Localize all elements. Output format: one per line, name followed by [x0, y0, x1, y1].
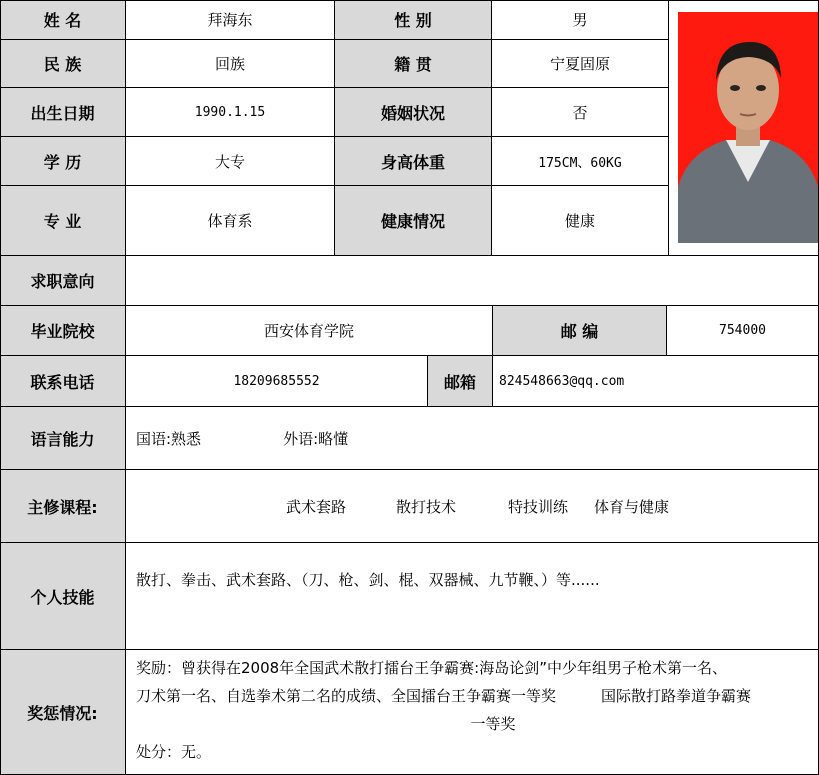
education-label: 学 历 — [0, 137, 126, 186]
health-label: 健康情况 — [335, 186, 492, 256]
health-value: 健康 — [492, 186, 669, 256]
email-value: 824548663@qq.com — [493, 356, 819, 407]
courses-label: 主修课程: — [0, 470, 126, 543]
language-foreign: 外语:略懂 — [283, 429, 349, 448]
person-silhouette-icon — [678, 12, 818, 243]
major-label: 专 业 — [0, 186, 126, 256]
punishment-line: 处分：无。 — [136, 743, 212, 761]
postcode-value: 754000 — [667, 306, 819, 356]
ethnicity-label: 民 族 — [0, 40, 126, 88]
marital-label: 婚姻状况 — [335, 88, 492, 137]
intent-value — [126, 256, 819, 306]
major-value: 体育系 — [126, 186, 335, 256]
school-value: 西安体育学院 — [126, 306, 493, 356]
awards-line: 刀术第一名、自选拳术第二名的成绩、全国擂台王争霸赛一等奖 国际散打路拳道争霸赛 — [136, 687, 752, 705]
awards-label: 奖惩情况: — [0, 650, 126, 775]
portrait-photo — [678, 12, 818, 243]
name-value: 拜海东 — [126, 0, 335, 40]
language-native: 国语:熟悉 — [136, 429, 202, 448]
awards-line: 一等奖 — [470, 715, 516, 733]
courses-value — [126, 470, 819, 543]
skills-label: 个人技能 — [0, 543, 126, 650]
skills-value: 散打、拳击、武术套路、（刀、枪、剑、棍、双器械、九节鞭、）等...... — [126, 543, 819, 650]
name-label: 姓 名 — [0, 0, 126, 40]
gender-value: 男 — [492, 0, 669, 40]
phone-value: 18209685552 — [126, 356, 428, 407]
ethnicity-value: 回族 — [126, 40, 335, 88]
awards-value — [126, 650, 819, 775]
intent-label: 求职意向 — [0, 256, 126, 306]
origin-label: 籍 贯 — [335, 40, 492, 88]
body-label: 身高体重 — [335, 137, 492, 186]
language-label: 语言能力 — [0, 407, 126, 470]
birth-label: 出生日期 — [0, 88, 126, 137]
education-value: 大专 — [126, 137, 335, 186]
email-label: 邮箱 — [428, 356, 493, 407]
course-item: 体育与健康 — [594, 497, 670, 516]
course-item: 特技训练 — [508, 497, 569, 516]
body-value: 175CM、60KG — [492, 137, 669, 186]
birth-value: 1990.1.15 — [126, 88, 335, 137]
course-item: 武术套路 — [286, 497, 347, 516]
postcode-label: 邮 编 — [493, 306, 667, 356]
awards-line: 奖励：曾获得在2008年全国武术散打擂台王争霸赛:海岛论剑”中少年组男子枪术第一名、 — [136, 659, 728, 677]
language-value — [126, 407, 819, 470]
marital-value: 否 — [492, 88, 669, 137]
phone-label: 联系电话 — [0, 356, 126, 407]
origin-value: 宁夏固原 — [492, 40, 669, 88]
course-item: 散打技术 — [396, 497, 457, 516]
gender-label: 性 别 — [335, 0, 492, 40]
school-label: 毕业院校 — [0, 306, 126, 356]
